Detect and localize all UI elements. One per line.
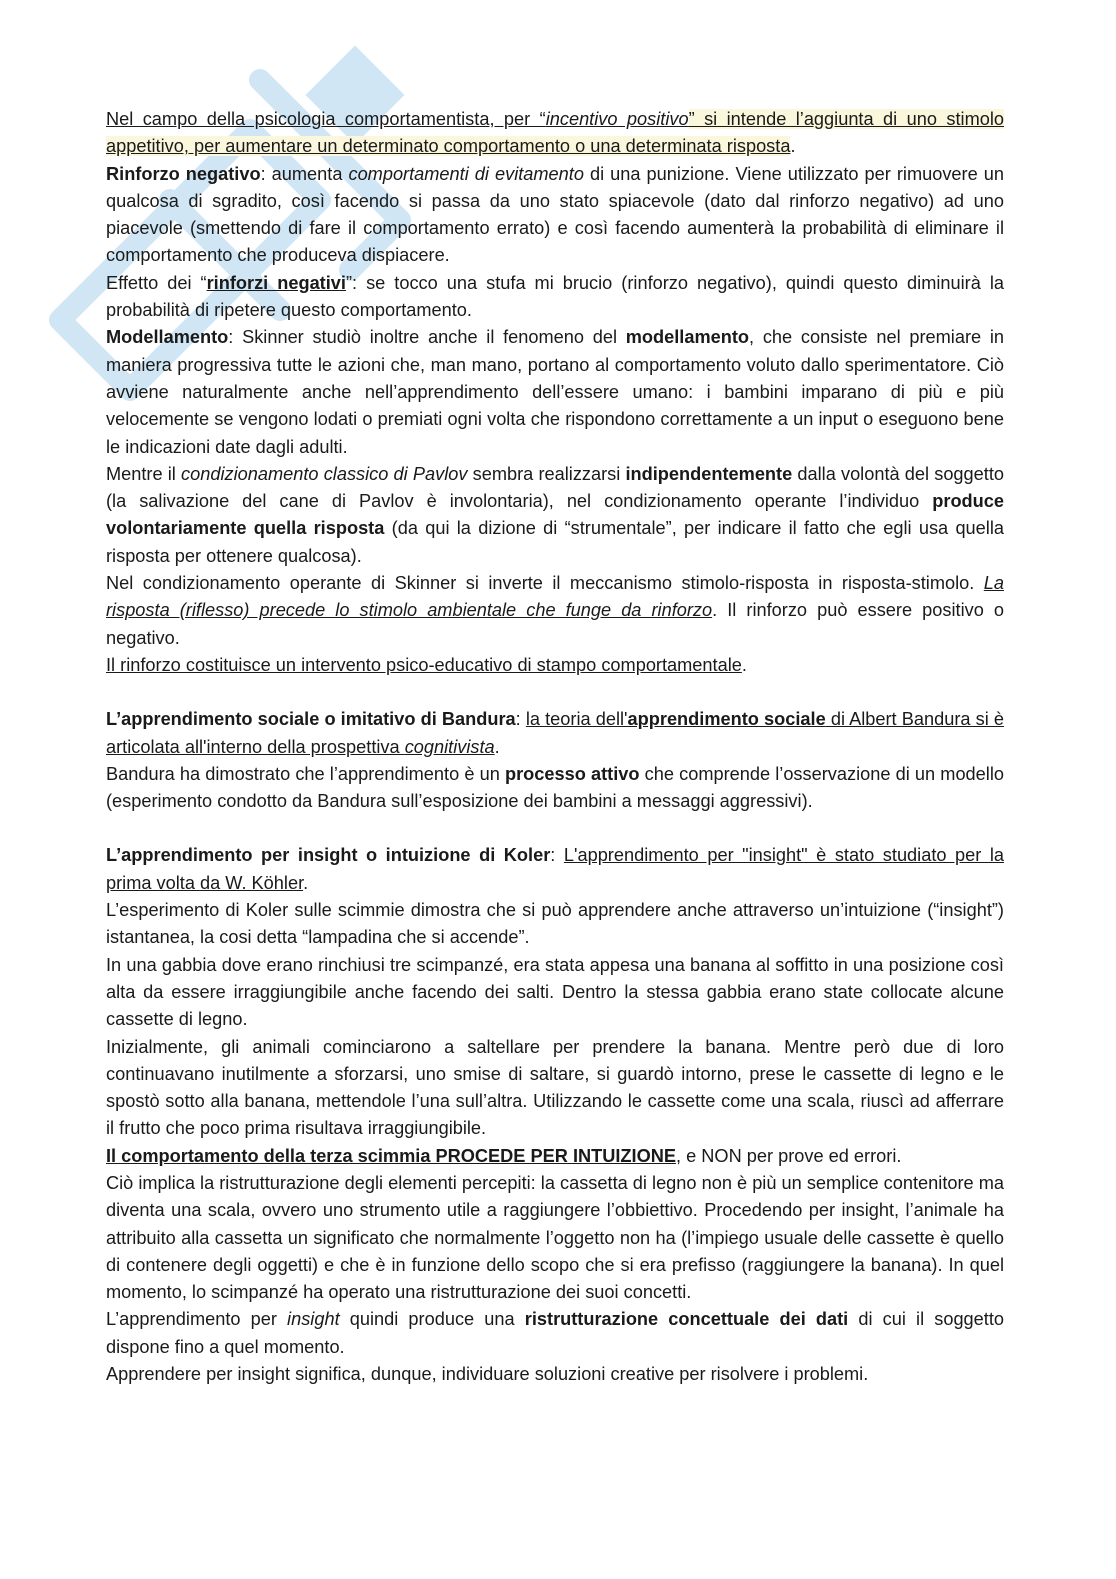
paragraph-gabbia: In una gabbia dove erano rinchiusi tre scimpanzé, era stata appesa una banana al soffitto in una posizione così alta da essere irraggiungibile anche facendo dei salti. Dentro la stessa gabbia erano state collocate alcune cassette di legno. <box>106 954 1004 1030</box>
paragraph-bandura-heading: L’apprendimento sociale o imitativo di Bandura: la teoria dell'apprendimento sociale di Albert Bandura si è articolata all'interno della prospettiva cognitivista. <box>106 709 1005 757</box>
underlined-bandura-theory: la teoria dell'apprendimento sociale di Albert Bandura si è articolata all'interno della prospettiva cognitivista <box>106 709 1005 757</box>
paragraph-rinforzo-negativo: Rinforzo negativo: aumenta comportamenti di evitamento di una punizione. Viene utilizzato per rimuovere un qualcosa di sgradito, così facendo si passa da uno stato spiacevole (dato dal rinforzo negativo) ad uno piacevole (smettendo di fare il comportamento errato) e così facendo aumenterà la probabilità di eliminare il comportamento che produceva dispiacere. <box>106 163 1004 266</box>
paragraph-skinner: Nel condizionamento operante di Skinner si inverte il meccanismo stimolo-risposta in risposta-stimolo. La risposta (riflesso) precede lo stimolo ambientale che funge da rinforzo. Il rinforzo può essere positivo o negativo. <box>106 573 1004 648</box>
paragraph-koler-heading: L’apprendimento per insight o intuizione di Koler: L'apprendimento per "insight" è stato studiato per la prima volta da W. Köhler. <box>106 845 1005 893</box>
paragraph-conclusione: Apprendere per insight significa, dunque, individuare soluzioni creative per risolvere i problemi. <box>106 1364 869 1385</box>
paragraph-animali: Inizialmente, gli animali cominciarono a saltellare per prendere la banana. Mentre però due di loro continuavano inutilmente a sforzarsi, uno smise di saltare, si guardò intorno, prese le cassette di legno e le spostò sotto alla banana, mettendole l’una sull’altra. Utilizzando le cassette come una scala, riuscì ad afferrare il frutto che poco prima risultava irraggiungibile. <box>106 1036 1004 1139</box>
paragraph-modellamento: Modellamento: Skinner studiò inoltre anche il fenomeno del modellamento, che consiste nel premiare in maniera progressiva tutte le azioni che, man mano, portano al comportamento voluto dallo sperimentatore. Ciò avviene naturalmente anche nell’apprendimento dell’essere umano: i bambini imparano di più e più velocemente se vengono lodati o premiati ogni volta che rispondono correttamente a un input o eseguono bene le indicazioni date dagli adulti. <box>106 327 1005 457</box>
spacer <box>106 679 1004 706</box>
paragraph-rinforzo-intervento: Il rinforzo costituisce un intervento psico-educativo di stampo comportamentale. <box>106 654 747 675</box>
paragraph-bandura-body: Bandura ha dimostrato che l’apprendimento è un processo attivo che comprende l’osservazione di un modello (esperimento condotto da Bandura sull’esposizione dei bambini a messaggi aggressivi). <box>106 763 1004 812</box>
document-body <box>106 106 1004 1388</box>
spacer <box>106 815 1004 842</box>
paragraph-pavlov: Mentre il condizionamento classico di Pavlov sembra realizzarsi indipendentemente dalla volontà del soggetto (la salivazione del cane di Pavlov è involontaria), nel condizionamento operante l’individuo produce volontariamente quella risposta (da qui la dizione di “strumentale”, per indicare il fatto che egli usa quella risposta per ottenere qualcosa). <box>106 463 1004 566</box>
paragraph-koler-esperimento: L’esperimento di Koler sulle scimmie dimostra che si può apprendere anche attraverso un’intuizione (“insight”) istantanea, la cosi detta “lampadina che si accende”. <box>106 900 1004 948</box>
paragraph-insight: L’apprendimento per insight quindi produce una ristrutturazione concettuale dei dati di cui il soggetto dispone fino a quel momento. <box>106 1309 1005 1357</box>
paragraph-ristrutturazione: Ciò implica la ristrutturazione degli elementi percepiti: la cassetta di legno non è più un semplice contenitore ma diventa una scala, ovvero uno strumento utile a raggiungere l’obbiettivo. Procedendo per insight, l’animale ha attribuito alla cassetta un significato che normalmente l’oggetto non ha (l’impiego usuale delle cassette è quello di contenere degli oggetti) e che è in funzione dello scopo che si era prefisso (raggiungere la banana). In quel momento, lo scimpanzé ha operato una ristrutturazione dei suoi concetti. <box>106 1172 1004 1303</box>
underlined-definition: Nel campo della psicologia comportamentista, per “incentivo positivo” si intende l’aggiunta di uno stimolo appetitivo, per aumentare un determinato comportamento o una determinata risposta <box>106 109 1004 157</box>
paragraph-incentivo-positivo: Nel campo della psicologia comportamentista, per “incentivo positivo” si intende l’aggiunta di uno stimolo appetitivo, per aumentare un determinato comportamento o una determinata risposta. <box>106 109 1004 157</box>
paragraph-terza-scimmia: Il comportamento della terza scimmia PROCEDE PER INTUIZIONE, e NON per prove ed errori. <box>106 1145 902 1166</box>
paragraph-effetto-rinforzi: Effetto dei “rinforzi negativi”: se tocco una stufa mi brucio (rinforzo negativo), quindi questo diminuirà la probabilità di ripetere questo comportamento. <box>106 272 1004 321</box>
